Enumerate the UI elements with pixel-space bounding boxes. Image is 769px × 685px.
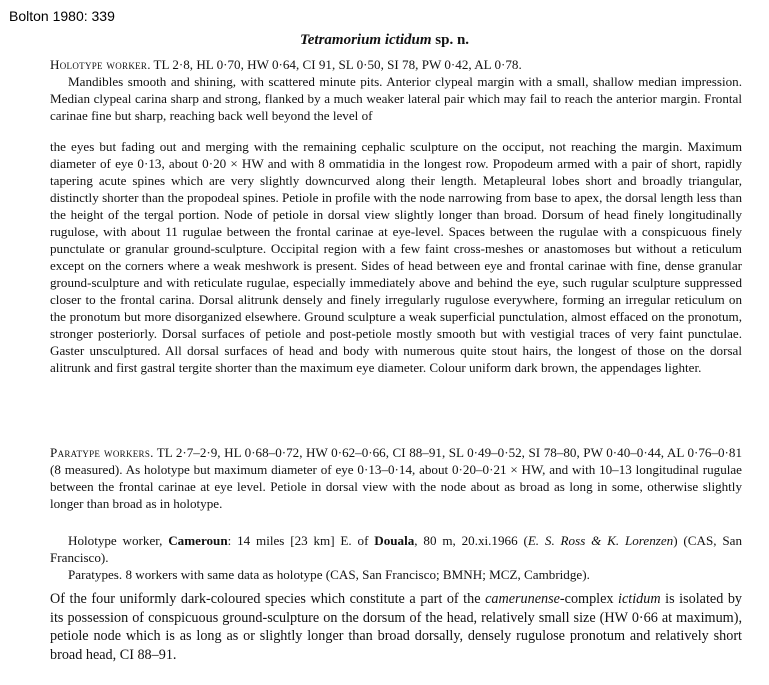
species-name: Tetramorium ictidum	[299, 32, 432, 48]
source-citation: Bolton 1980: 339	[9, 8, 115, 24]
holotype-description-1: Mandibles smooth and shining, with scattered minute pits. Anterior clypeal margin with a small, shallow median impression. Median clypeal carina sharp and strong, flanked by a much weaker lateral pair which may fail to reach the anterior margin. Frontal carinae fine but sharp, reaching back well beyond the level of	[50, 74, 742, 123]
holotype-section	[50, 56, 742, 124]
complex-name: camerunense	[485, 591, 560, 607]
discussion-mid: -complex	[559, 591, 619, 607]
holotype-label: Holotype worker	[50, 57, 148, 72]
holotype-continued	[50, 138, 742, 376]
holotype-measurements: . TL 2·8, HL 0·70, HW 0·64, CI 91, SL 0·50, SI 78, PW 0·42, AL 0·78.	[147, 57, 522, 72]
discussion-pre: Of the four uniformly dark-coloured species which constitute a part of the	[50, 591, 486, 607]
holotype-header	[50, 56, 742, 73]
species-ref: ictidum	[618, 591, 661, 607]
collectors: E. S. Ross & K. Lorenzen	[527, 533, 674, 548]
paratype-section	[50, 444, 742, 512]
holotype-material	[50, 532, 742, 566]
holotype-material-lead: Holotype worker,	[68, 533, 169, 548]
species-title	[0, 32, 769, 49]
species-suffix: sp. n.	[435, 32, 470, 48]
discussion-section	[50, 590, 742, 664]
town: Douala	[374, 533, 415, 548]
paratype-material: Paratypes. 8 workers with same data as holotype (CAS, San Francisco; BMNH; MCZ, Cambridge).	[68, 567, 590, 582]
country: Cameroun	[168, 533, 228, 548]
paratype-label: Paratype workers	[50, 445, 151, 460]
locality-pre: : 14 miles [23 km] E. of	[227, 533, 375, 548]
repository: ) (CAS, San Francisco).	[50, 533, 742, 565]
discussion-text	[50, 590, 742, 664]
material-section	[50, 532, 742, 583]
holotype-description-2: the eyes but fading out and merging with the remaining cephalic sculpture on the occiput, not reaching the margin. Maximum diameter of eye 0·13, about 0·20 × HW and with 8 ommatidia in the longest row. Propodeum armed with a pair of short, rapidly tapering acute spines which are very slightly downcurved along their length. Metapleural lobes short and broadly triangular, distinctly shorter than the propodeal spines. Petiole in profile with the node narrowing from base to apex, the dorsal length less than the height of the tergal portion. Node of petiole in dorsal view slightly longer than broad. Dorsum of head finely longitudinally rugulose, with about 11 rugulae between the frontal carinae at eye-level. Spaces between the rugulae with a conspicuous finely punctulate or granular ground-sculpture. Occipital region with a few faint cross-meshes or anastomoses but without a reticulum except on the corners where a weak meshwork is present. Sides of head between eye and frontal carinae with fine, dense granular ground-sculpture and with reticulate rugulae, especially immediately above and behind the eye, such rugular sculpture suppressed closer to the frontal carina. Dorsal alitrunk densely and finely irregularly rugulose everywhere, forming an irregular reticulum on the pronotum but more disorganized elsewhere. Ground sculpture a weak superficial punctulation, almost effaced on the pronotum, stronger posteriorly. Dorsal surfaces of petiole and post-petiole mostly smooth but with vestigial traces of very faint punctulae. Gaster unsculptured. All dorsal surfaces of head and body with numerous quite stout hairs, the longest of those on the dorsal alitrunk and first gastral tergite shorter than the maximum eye diameter. Colour uniform dark brown, the appendages lighter.	[50, 139, 742, 375]
locality-post: , 80 m, 20.xi.1966 (	[414, 533, 528, 548]
discussion-post: is isolated by its possession of conspicuous ground-sculpture on the dorsum of the head, relatively small size (HW 0·66 at maximum), petiole node which is as long as or slightly longer than broad dorsally, densely rugulose pronotum and relatively short broad head, CI 88–91.	[50, 591, 743, 663]
paratype-text: . TL 2·7–2·9, HL 0·68–0·72, HW 0·62–0·66, CI 88–91, SL 0·49–0·52, SI 78–80, PW 0·40–0·44, AL 0·76–0·81 (8 measured). As holotype but maximum diameter of eye 0·13–0·14, about 0·20–0·21 × HW, and with 10–13 longitudinal rugulae between the frontal carinae at eye level. Petiole in dorsal view with the node about as broad as long in some, otherwise slightly longer than broad as in holotype.	[50, 445, 742, 511]
